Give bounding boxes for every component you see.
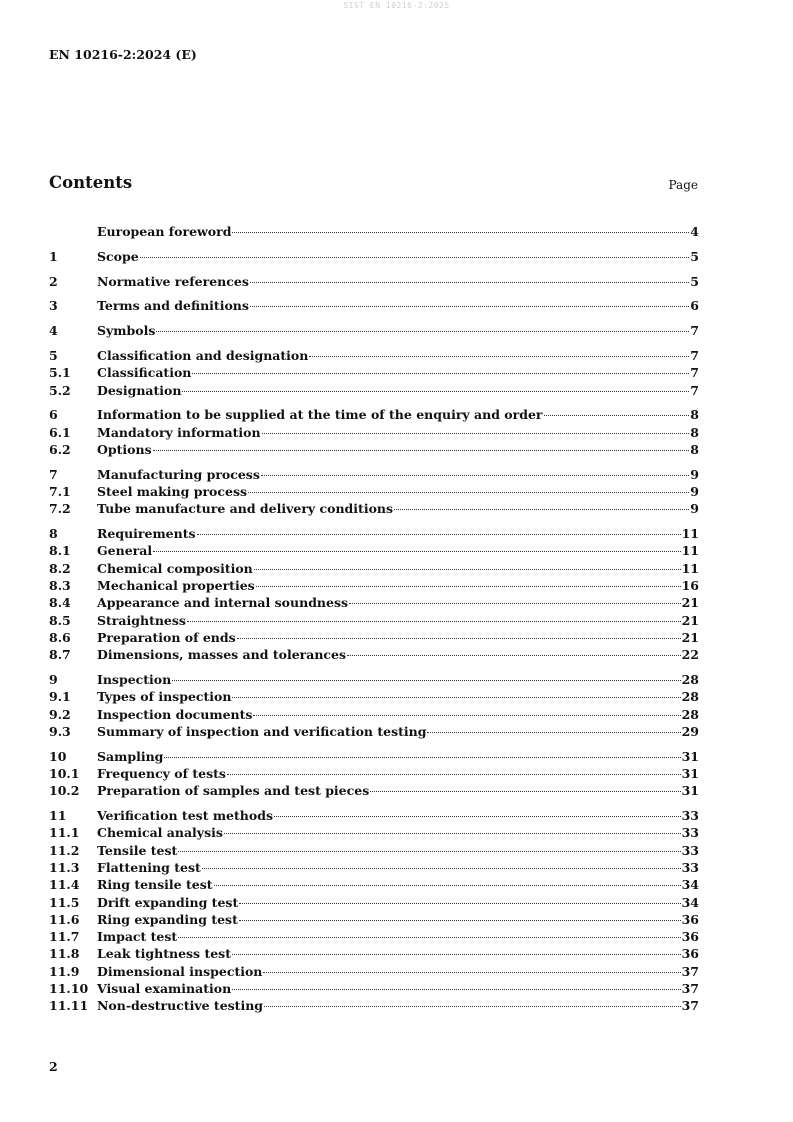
toc-entry-number: 8.5	[49, 612, 71, 628]
toc-entry-number: 11.9	[49, 963, 80, 979]
toc-entry-page: 28	[681, 689, 699, 705]
toc-dot-leader	[232, 989, 680, 990]
toc-entry[interactable]	[49, 364, 699, 381]
toc-dot-leader	[256, 586, 681, 587]
toc-entry-title: Tensile test	[97, 842, 178, 858]
toc-entry-page: 28	[681, 672, 699, 688]
toc-entry-number: 11.4	[49, 877, 80, 893]
toc-entry-title: Drift expanding test	[97, 894, 239, 910]
toc-dot-leader	[232, 954, 681, 955]
toc-entry-title: Mandatory information	[97, 424, 261, 440]
toc-entry-page: 16	[681, 578, 699, 594]
toc-entry[interactable]	[49, 466, 699, 483]
toc-entry-title: Symbols	[97, 323, 156, 339]
toc-entry[interactable]	[49, 629, 699, 646]
toc-entry-number: 8.4	[49, 595, 71, 611]
toc-entry-number: 8.7	[49, 647, 71, 663]
toc-entry-page: 7	[690, 365, 699, 381]
toc-entry-page: 21	[681, 595, 699, 611]
toc-dot-leader	[214, 885, 681, 886]
toc-entry-page: 33	[681, 860, 699, 875]
toc-entry-title: Options	[97, 441, 152, 457]
toc-entry-page: 7	[690, 382, 699, 398]
toc-dot-leader	[262, 433, 690, 434]
toc-entry-title: Terms and definitions	[97, 298, 249, 314]
toc-dot-leader	[156, 331, 689, 332]
toc-dot-leader	[227, 774, 681, 775]
toc-entry[interactable]	[49, 273, 699, 290]
toc-entry-number: 11.3	[49, 860, 80, 875]
toc-entry-number: 11	[49, 808, 67, 824]
toc-entry-page: 9	[690, 466, 699, 482]
toc-entry-title: Chemical composition	[97, 560, 253, 576]
toc-dot-leader	[427, 732, 680, 733]
toc-entry[interactable]	[49, 963, 699, 980]
toc-entry-number: 9.2	[49, 706, 71, 722]
toc-entry[interactable]	[49, 765, 699, 782]
toc-dot-leader	[178, 937, 680, 938]
toc-entry-number: 11.7	[49, 929, 80, 945]
toc-entry-title: Requirements	[97, 526, 196, 542]
contents-heading: Contents	[49, 173, 133, 192]
toc-entry-title: European foreword	[97, 224, 232, 239]
toc-dot-leader	[254, 569, 681, 570]
toc-entry-number: 2	[49, 273, 58, 289]
toc-dot-leader	[232, 697, 680, 698]
toc-dot-leader	[309, 356, 689, 357]
toc-entry-number: 5.2	[49, 382, 71, 398]
toc-entry-page: 7	[690, 347, 699, 363]
toc-entry-number: 11.6	[49, 911, 80, 927]
table-of-contents	[49, 223, 699, 1015]
toc-entry[interactable]	[49, 542, 699, 559]
toc-entry-page: 8	[690, 407, 699, 423]
toc-entry[interactable]	[49, 483, 699, 500]
toc-entry-page: 21	[681, 629, 699, 645]
toc-entry-title: Chemical analysis	[97, 825, 223, 841]
toc-entry[interactable]	[49, 525, 699, 542]
toc-entry[interactable]	[49, 577, 699, 594]
toc-entry-title: Classification and designation	[97, 347, 309, 363]
toc-entry-title: Appearance and internal soundness	[97, 595, 349, 611]
toc-entry-title: Dimensions, masses and tolerances	[97, 647, 347, 663]
toc-dot-leader	[187, 621, 681, 622]
toc-entry[interactable]	[49, 824, 699, 841]
toc-dot-leader	[140, 257, 690, 258]
toc-entry-page: 9	[690, 501, 699, 517]
toc-entry-page: 11	[681, 560, 699, 576]
toc-entry-title: Ring expanding test	[97, 911, 238, 927]
toc-dot-leader	[178, 851, 680, 852]
toc-entry[interactable]	[49, 347, 699, 364]
toc-entry-title: Visual examination	[97, 981, 232, 997]
toc-entry-page: 4	[690, 224, 699, 239]
watermark: SIST EN 10216-2:2025	[343, 1, 450, 10]
toc-dot-leader	[250, 282, 689, 283]
toc-entry-title: Non-destructive testing	[97, 998, 264, 1014]
toc-entry-page: 29	[681, 723, 699, 739]
toc-entry[interactable]	[49, 382, 699, 399]
toc-dot-leader	[370, 791, 680, 792]
toc-entry-page: 36	[681, 911, 699, 927]
toc-entry-number: 6.2	[49, 441, 71, 457]
toc-entry[interactable]	[49, 424, 699, 441]
toc-entry-number: 8.6	[49, 629, 71, 645]
toc-entry[interactable]	[49, 876, 699, 893]
toc-entry-title: Tube manufacture and delivery conditions	[97, 501, 394, 517]
toc-entry-number: 10	[49, 748, 67, 764]
toc-dot-leader	[248, 492, 689, 493]
toc-entry-page: 37	[681, 998, 699, 1014]
toc-entry-title: Scope	[97, 248, 139, 264]
toc-dot-leader	[394, 509, 689, 510]
toc-entry-title: Verification test methods	[97, 808, 273, 824]
toc-dot-leader	[264, 1006, 681, 1007]
toc-entry-number: 8.3	[49, 578, 71, 594]
toc-entry[interactable]	[49, 646, 699, 663]
toc-dot-leader	[253, 715, 680, 716]
toc-entry[interactable]	[49, 782, 699, 799]
toc-entry-page: 31	[681, 766, 699, 782]
toc-entry[interactable]	[49, 980, 699, 997]
toc-entry[interactable]	[49, 406, 699, 423]
toc-entry-number: 7.1	[49, 484, 71, 500]
toc-entry-page: 33	[681, 825, 699, 841]
toc-entry[interactable]	[49, 748, 699, 765]
toc-entry-page: 36	[681, 929, 699, 945]
toc-entry-number: 5.1	[49, 365, 71, 381]
toc-entry-page: 5	[690, 273, 699, 289]
page-column-label: Page	[668, 178, 698, 192]
toc-dot-leader	[261, 475, 689, 476]
toc-entry-title: Mechanical properties	[97, 578, 255, 594]
toc-entry-title: Designation	[97, 382, 182, 398]
toc-entry-number: 8	[49, 526, 58, 542]
toc-dot-leader	[153, 551, 680, 552]
toc-entry-page: 11	[681, 526, 699, 542]
toc-dot-leader	[239, 920, 681, 921]
toc-entry[interactable]	[49, 297, 699, 314]
document-id: EN 10216-2:2024 (E)	[49, 47, 197, 62]
toc-entry-number: 6.1	[49, 424, 71, 440]
toc-entry-page: 34	[681, 894, 699, 910]
toc-entry[interactable]	[49, 997, 699, 1014]
toc-entry-number: 9.1	[49, 689, 71, 705]
toc-entry-page: 9	[690, 484, 699, 500]
toc-entry-number: 9	[49, 672, 58, 688]
toc-dot-leader	[237, 638, 681, 639]
toc-entry-number: 7	[49, 466, 58, 482]
toc-dot-leader	[347, 655, 681, 656]
toc-entry-page: 36	[681, 946, 699, 962]
toc-dot-leader	[202, 868, 681, 869]
toc-entry-title: Steel making process	[97, 484, 248, 500]
toc-entry[interactable]	[49, 612, 699, 629]
toc-entry-title: Flattening test	[97, 860, 201, 875]
toc-entry-page: 33	[681, 808, 699, 824]
toc-entry-title: Dimensional inspection	[97, 963, 263, 979]
toc-entry[interactable]	[49, 688, 699, 705]
toc-entry-number: 10.1	[49, 766, 80, 782]
toc-entry-number: 8.2	[49, 560, 71, 576]
toc-entry[interactable]	[49, 894, 699, 911]
toc-entry-title: Sampling	[97, 748, 164, 764]
toc-entry-page: 8	[690, 441, 699, 457]
toc-entry-page: 21	[681, 612, 699, 628]
toc-entry-number: 4	[49, 323, 58, 339]
toc-entry-page: 22	[681, 647, 699, 663]
toc-entry[interactable]	[49, 560, 699, 577]
toc-entry[interactable]	[49, 671, 699, 688]
toc-entry-page: 5	[690, 248, 699, 264]
toc-entry-title: Information to be supplied at the time of the enquiry and order	[97, 407, 543, 423]
toc-entry[interactable]	[49, 223, 699, 240]
toc-entry[interactable]	[49, 842, 699, 859]
toc-entry-number: 7.2	[49, 501, 71, 517]
toc-entry-title: Straightness	[97, 612, 186, 628]
toc-entry[interactable]	[49, 723, 699, 740]
toc-entry-page: 28	[681, 706, 699, 722]
toc-entry[interactable]	[49, 945, 699, 962]
page-number: 2	[49, 1059, 58, 1074]
toc-entry-number: 1	[49, 248, 58, 264]
toc-entry-title: Preparation of samples and test pieces	[97, 783, 370, 799]
toc-entry-number: 5	[49, 347, 58, 363]
toc-entry-page: 7	[690, 323, 699, 339]
toc-entry[interactable]	[49, 911, 699, 928]
toc-entry[interactable]	[49, 248, 699, 265]
toc-entry-title: Inspection	[97, 672, 172, 688]
toc-dot-leader	[250, 306, 689, 307]
toc-dot-leader	[192, 373, 689, 374]
toc-entry-title: Classification	[97, 365, 192, 381]
toc-dot-leader	[544, 415, 690, 416]
toc-entry-page: 31	[681, 783, 699, 799]
toc-entry-title: Normative references	[97, 273, 249, 289]
toc-entry[interactable]	[49, 706, 699, 723]
toc-dot-leader	[263, 972, 680, 973]
toc-dot-leader	[274, 816, 681, 817]
toc-entry-title: Ring tensile test	[97, 877, 213, 893]
toc-entry-page: 11	[681, 543, 699, 559]
toc-entry-page: 37	[681, 981, 699, 997]
toc-entry-number: 11.11	[49, 998, 89, 1014]
toc-entry-number: 11.1	[49, 825, 80, 841]
toc-entry-number: 11.10	[49, 981, 89, 997]
toc-entry-title: Preparation of ends	[97, 629, 236, 645]
toc-dot-leader	[239, 903, 680, 904]
toc-dot-leader	[197, 534, 681, 535]
toc-dot-leader	[224, 833, 681, 834]
toc-entry-page: 8	[690, 424, 699, 440]
toc-entry-number: 9.3	[49, 723, 71, 739]
toc-entry[interactable]	[49, 807, 699, 824]
toc-entry[interactable]	[49, 859, 699, 876]
toc-entry-title: Impact test	[97, 929, 178, 945]
toc-entry-number: 11.8	[49, 946, 80, 962]
toc-dot-leader	[164, 757, 680, 758]
toc-entry[interactable]	[49, 928, 699, 945]
toc-entry-page: 34	[681, 877, 699, 893]
toc-dot-leader	[153, 450, 690, 451]
toc-dot-leader	[182, 391, 689, 392]
toc-entry-number: 10.2	[49, 783, 80, 799]
toc-entry-number: 6	[49, 407, 58, 423]
toc-dot-leader	[172, 680, 680, 681]
toc-entry-title: Manufacturing process	[97, 466, 260, 482]
toc-entry-title: Types of inspection	[97, 689, 232, 705]
toc-dot-leader	[349, 603, 681, 604]
toc-entry-number: 8.1	[49, 543, 71, 559]
toc-entry-number: 11.5	[49, 894, 80, 910]
toc-entry[interactable]	[49, 322, 699, 339]
toc-entry[interactable]	[49, 500, 699, 517]
toc-entry-number: 11.2	[49, 842, 80, 858]
toc-entry-page: 6	[690, 298, 699, 314]
toc-entry-title: Leak tightness test	[97, 946, 231, 962]
toc-entry[interactable]	[49, 441, 699, 458]
toc-entry-title: Frequency of tests	[97, 766, 226, 782]
toc-entry-title: Summary of inspection and verification testing	[97, 723, 427, 739]
toc-entry[interactable]	[49, 594, 699, 611]
toc-entry-page: 37	[681, 963, 699, 979]
toc-entry-title: General	[97, 543, 153, 559]
toc-entry-number: 3	[49, 298, 58, 314]
toc-entry-page: 33	[681, 842, 699, 858]
toc-dot-leader	[232, 232, 689, 233]
toc-entry-title: Inspection documents	[97, 706, 253, 722]
toc-entry-page: 31	[681, 748, 699, 764]
